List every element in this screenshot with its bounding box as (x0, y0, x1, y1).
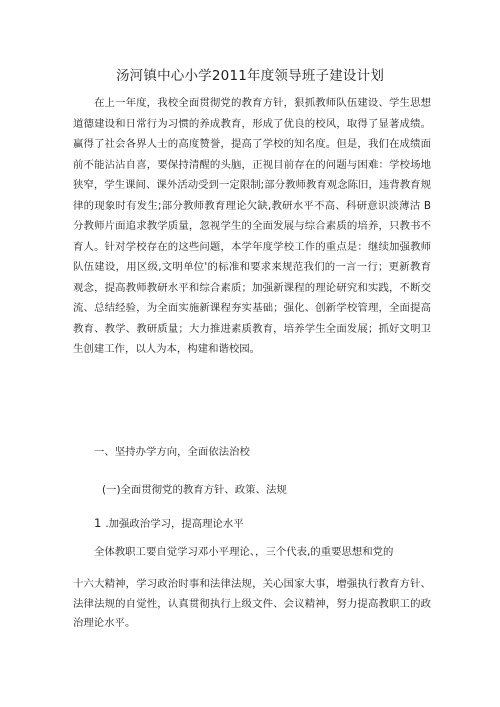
item-lead-line: 全体教职工要自觉学习邓小平理论、，三个代表,的重要思想和党的 (94, 546, 394, 558)
subsection-heading: (一)全面贯彻党的教育方针、政策、法规 (102, 484, 287, 496)
item-heading-text: .加强政治学习，提高理论水平 (105, 518, 244, 530)
item-heading (94, 515, 244, 532)
intro-paragraph: 在上一年度，我校全面贯彻党的教育方针，狠抓教师队伍建设、学生思想道德建设和日常行为习惯的养成教育，形成了优良的校风，取得了显著成绩。赢得了社会各界人士的高度赞誉，提高了学校的知名度。但是，我们在成绩面前不能沾沾自喜，要保持清醒的头脑，正视目前存在的问题与困难：学校场地狭窄，学生课间、课外活动受到一定限制;部分教师教育观念陈旧，违背教育规律的现象时有发生;部分教师教育理论欠缺,教研水平不高、科研意识淡薄沽 B 分教师片面追求教学质量，忽视学生的全面发展与综合素质的培养，只教书不育人。针对学校存在的这些问题，本学年度学校工作的重点是：继续加强教师队伍建设，用区级,文明单位'的标准和要求来规范我们的一言一行；更新教育观念，提高教师教研水平和综合素质；加强新课程的理论研究和实践，不断交流、总结经验，为全面实施新课程夯实基础；强化、创新学校管理，全面提高教育、教学、教研质量；大力推进素质教育，培养学生全面发展；抓好文明卫生创建工作，以人为本，构建和谐校园。 (73, 97, 431, 355)
document-title: 汤河镇中心小学2011年度领导班子建设计划 (115, 68, 385, 84)
item-number: 1 (94, 516, 102, 530)
section-heading: 一、坚持办学方向，全面依法治校 (94, 446, 250, 458)
item-body-paragraph: 十六大精神，学习政治时事和法律法规，关心国家大事，增强执行教育方针、法律法规的自觉性，认真贯彻执行上级文件、会议精神，努力提高教职工的政治理论水平。 (73, 578, 431, 629)
